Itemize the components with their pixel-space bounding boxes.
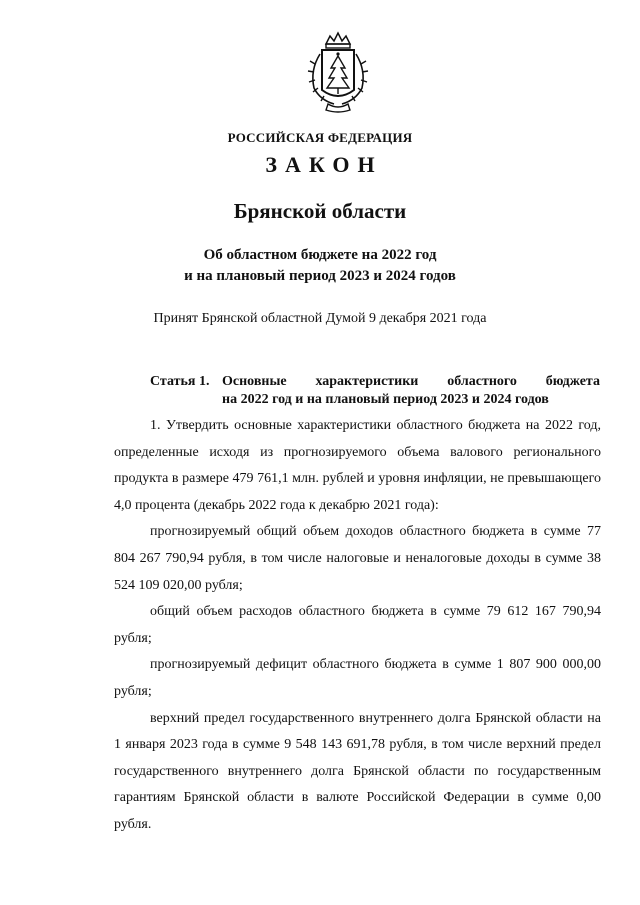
paragraph: верхний предел государственного внутреннего долга Брянской области на 1 января 2023 года в сумме 9 548 143 691,78 рубля, в том числе верхний предел государственного внутреннего долга Брянской области по государственным гарантиям Брянской области в валюте Российской Федерации в сумме 0,00 рубля.	[114, 710, 601, 832]
article-title-word: бюджета	[545, 374, 600, 389]
law-subtitle	[0, 245, 640, 287]
subtitle-line-1: Об областном бюджете на 2022 год	[203, 247, 437, 263]
bryansk-coat-of-arms-icon	[296, 30, 380, 114]
paragraph: прогнозируемый общий объем доходов областного бюджета в сумме 77 804 267 790,94 рубля, в том числе налоговые и неналоговые доходы в сумме 38 524 109 020,00 рубля;	[114, 524, 601, 593]
paragraph: прогнозируемый дефицит областного бюджета в сумме 1 807 900 000,00 рубля;	[114, 657, 601, 699]
article-heading	[150, 373, 600, 409]
article-title-line-2: на 2022 год и на плановый период 2023 и 2024 годов	[222, 392, 549, 407]
region-title: Брянской области	[233, 199, 407, 223]
article-number: Статья 1.	[150, 374, 210, 389]
article-title-word: Основные	[222, 374, 287, 389]
article-body	[114, 413, 601, 839]
adoption-note: Принят Брянской областной Думой 9 декабря 2021 года	[153, 311, 487, 326]
law-title: ЗАКОН	[265, 152, 383, 177]
paragraph: общий объем расходов областного бюджета в сумме 79 612 167 790,94 рубля;	[114, 604, 601, 646]
federation-heading: РОССИЙСКАЯ ФЕДЕРАЦИЯ	[227, 130, 413, 145]
article-title-word: областного	[447, 374, 517, 389]
subtitle-line-2: и на плановый период 2023 и 2024 годов	[184, 268, 456, 284]
article-title-word: характеристики	[315, 374, 419, 389]
paragraph: 1. Утвердить основные характеристики областного бюджета на 2022 год, определенные исходя из прогнозируемого объема валового регионального продукта в размере 479 761,1 млн. рублей и уровня инфляции, не превышающего 4,0 процента (декабрь 2022 года к декабрю 2021 года):	[114, 418, 601, 513]
